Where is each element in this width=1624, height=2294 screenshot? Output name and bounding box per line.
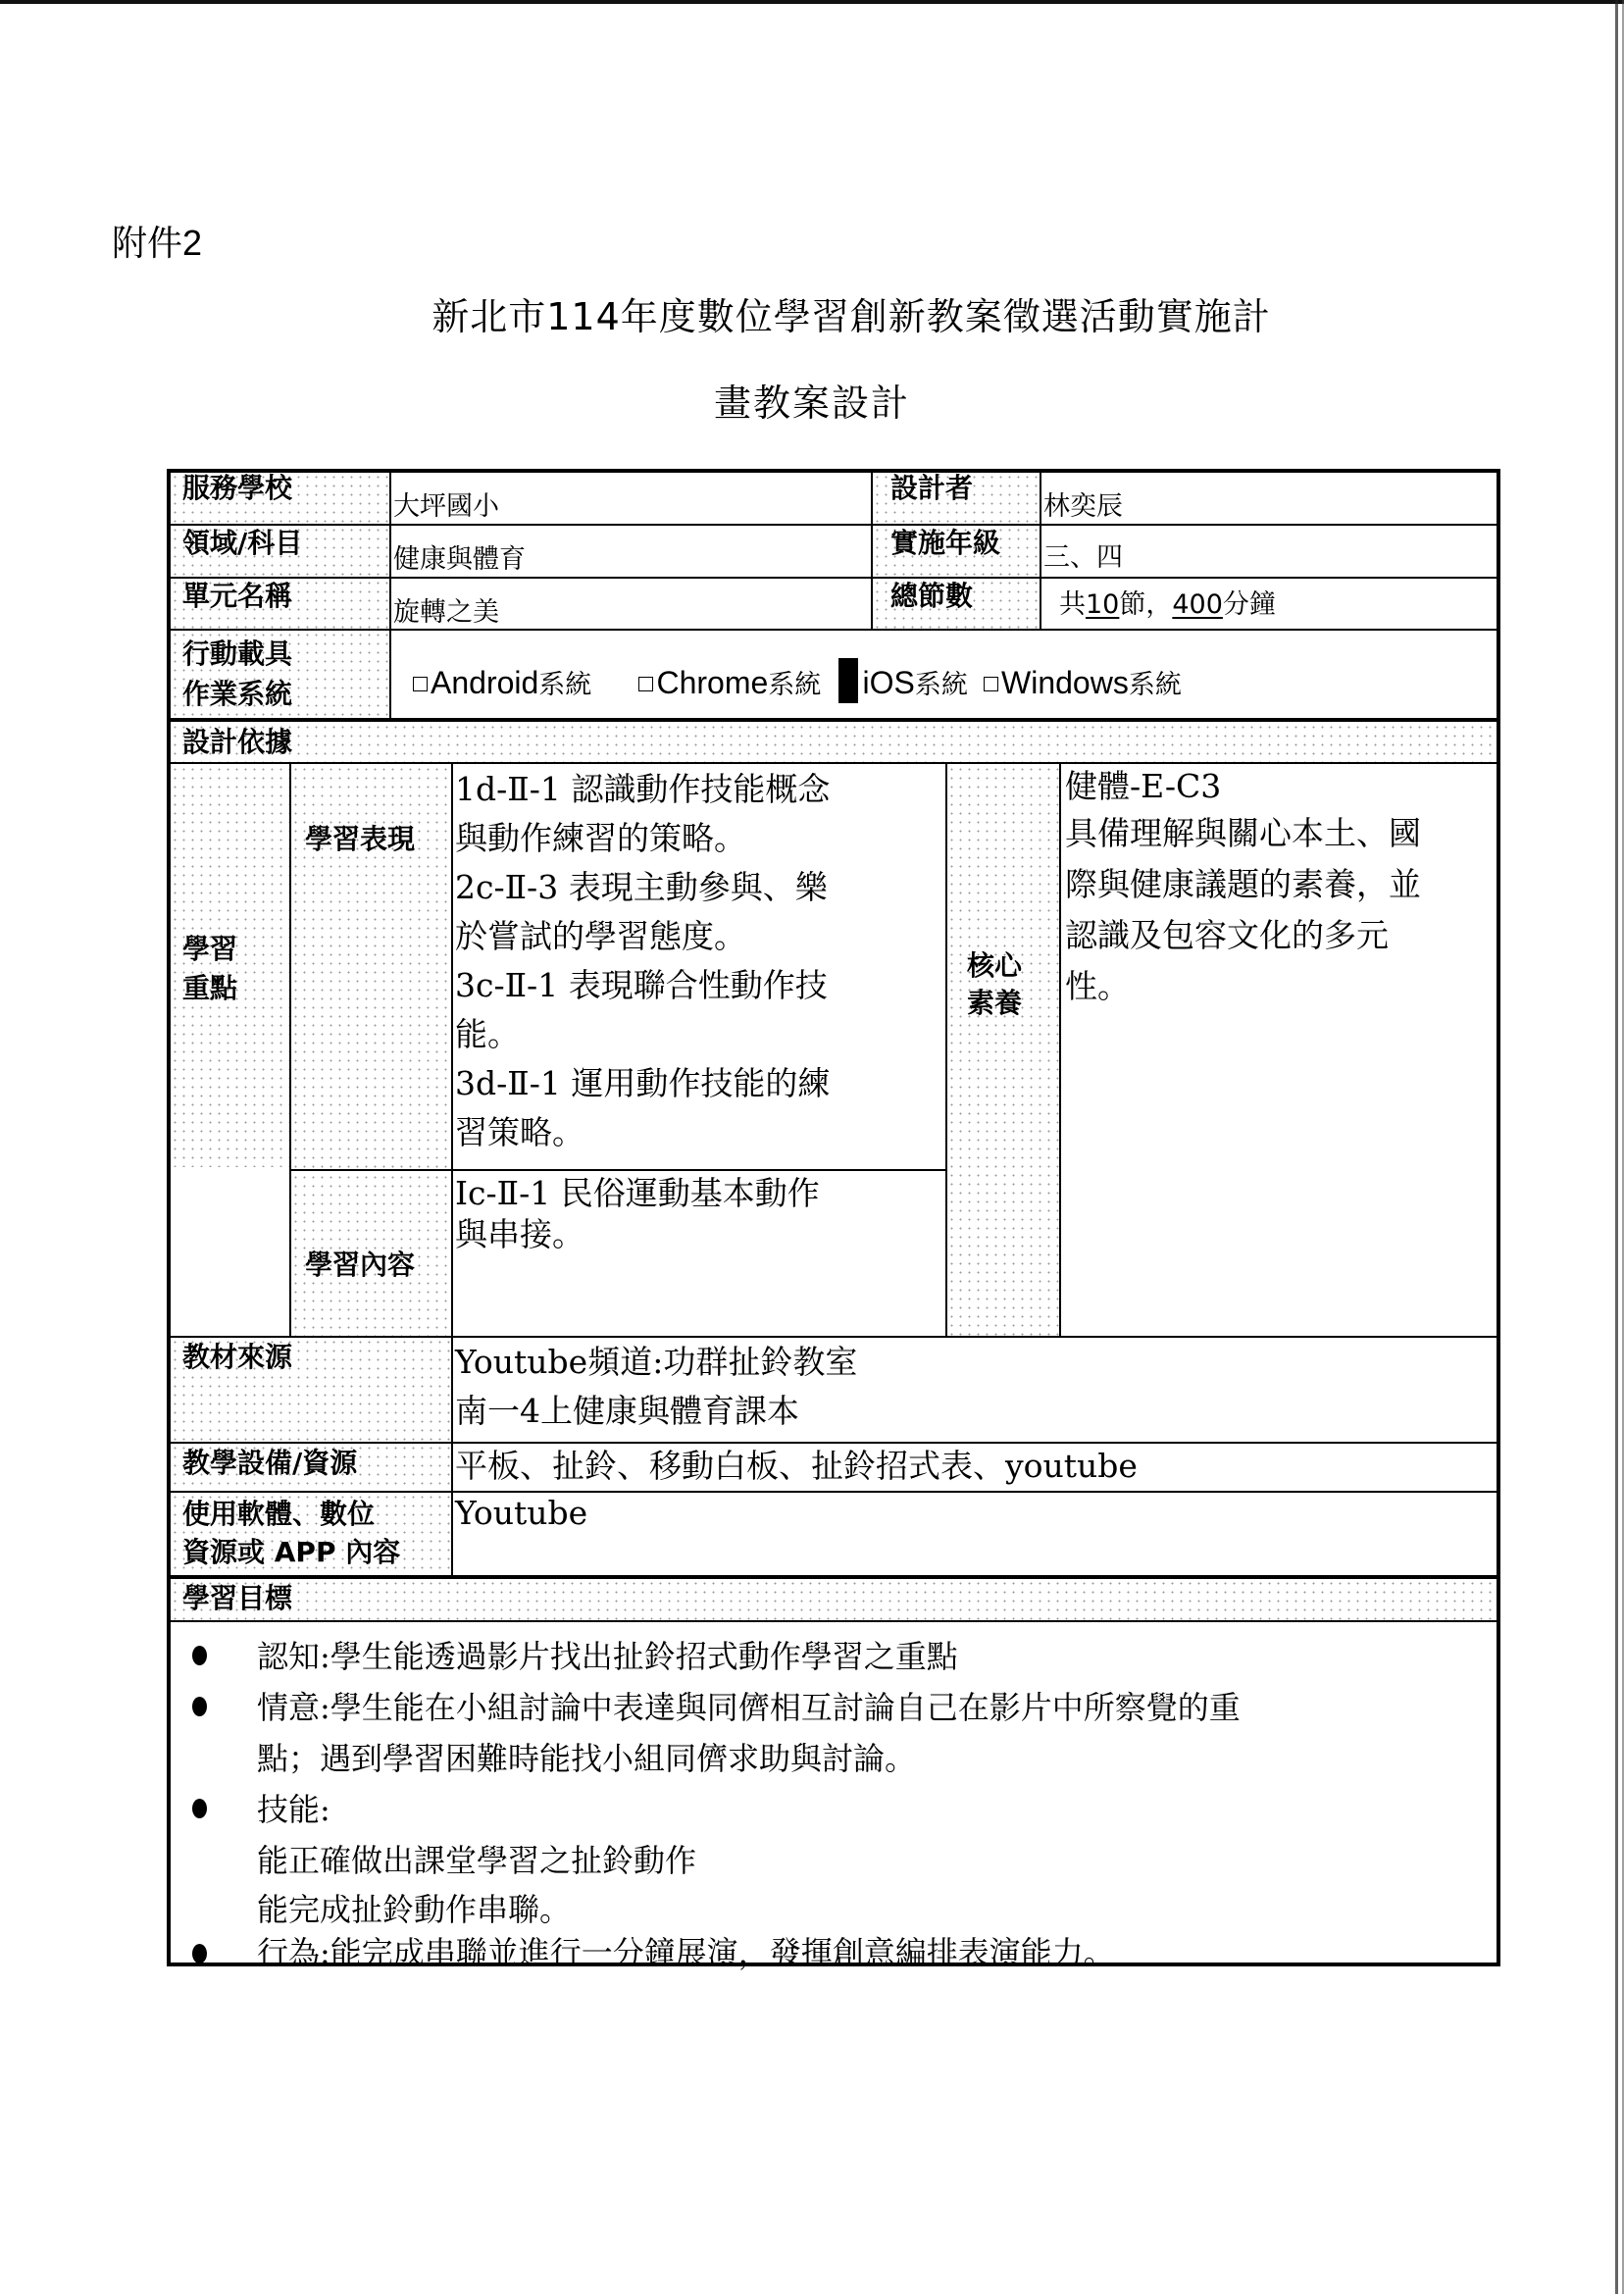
core-line: 認識及包容文化的多元 [1065, 916, 1389, 954]
checkbox-unchecked-icon[interactable] [638, 677, 653, 691]
unit-value: 旋轉之美 [393, 597, 499, 628]
grid-line [171, 629, 1497, 631]
periods-minutes: 400 [1172, 589, 1223, 620]
school-value: 大坪國小 [393, 491, 499, 522]
objective-item-continued: 點；遇到學習困難時能找小組同儕求助與討論。 [257, 1740, 917, 1777]
bullet-icon [192, 1646, 207, 1665]
periods-prefix: 共 [1059, 589, 1086, 620]
periods-suffix: 分鐘 [1222, 589, 1276, 620]
grid-line [1059, 762, 1061, 1336]
core-label-line2: 素養 [967, 987, 1023, 1019]
core-label-cell [947, 765, 1059, 1336]
os-option-windows[interactable]: Windows系統 [984, 665, 1182, 700]
grid-line [171, 1575, 1497, 1579]
content-line: Ic-Ⅱ-1 民俗運動基本動作 [455, 1174, 820, 1212]
objectives-list [171, 1624, 1497, 1971]
performance-line: 2c-Ⅱ-3 表現主動參與、樂 [455, 868, 828, 906]
performance-line: 能。 [455, 1015, 520, 1053]
performance-label-cell [291, 765, 451, 1171]
grade-label: 實施年級 [890, 527, 1001, 559]
grid-line [171, 1336, 1497, 1338]
objectives-label: 學習目標 [182, 1582, 293, 1614]
checkbox-checked-icon[interactable] [838, 658, 858, 703]
performance-line: 3d-Ⅱ-1 運用動作技能的練 [455, 1064, 831, 1102]
content-line: 與串接。 [455, 1215, 584, 1253]
content-label-cell [291, 1173, 451, 1336]
designer-value-cell [1041, 473, 1493, 524]
objective-item: 認知:學生能透過影片找出扯鈴招式動作學習之重點 [257, 1638, 958, 1675]
grid-line [171, 718, 1497, 722]
objective-item: 行為:能完成串聯並進行一分鐘展演，發揮創意編排表演能力。 [257, 1934, 1115, 1971]
objective-item: 情意:學生能在小組討論中表達與同儕相互討論自己在影片中所察覺的重 [257, 1689, 1241, 1726]
os-option-ios[interactable]: iOS系統 [838, 665, 967, 700]
equipment-label: 教學設備/資源 [182, 1447, 358, 1479]
bullet-icon [192, 1944, 207, 1963]
objective-subitem: 能正確做出課堂學習之扯鈴動作 [257, 1842, 697, 1879]
device-os-options [391, 631, 1493, 718]
software-label-line2: 資源或 APP 內容 [182, 1536, 401, 1568]
grid-line [171, 762, 1497, 764]
grid-line [171, 1442, 1497, 1444]
document-title: 新北市114年度數位學習創新教案徵選活動實施計 [431, 295, 1271, 338]
software-value: Youtube [455, 1494, 588, 1532]
subject-value: 健康與體育 [393, 544, 526, 575]
materials-label-cell [171, 1338, 451, 1442]
document-subtitle: 畫教案設計 [713, 382, 910, 425]
grade-value: 三、四 [1043, 542, 1123, 573]
device-os-label-cell [171, 631, 389, 718]
grid-line [871, 473, 873, 629]
software-value-cell [453, 1493, 1497, 1575]
grid-line [289, 762, 291, 1336]
materials-line: Youtube頻道:功群扯鈴教室 [455, 1343, 858, 1381]
designer-value: 林奕辰 [1043, 491, 1123, 522]
performance-line: 1d-Ⅱ-1 認識動作技能概念 [455, 770, 831, 808]
performance-label: 學習表現 [305, 823, 416, 855]
unit-label: 單元名稱 [182, 580, 293, 612]
key-points-label-line1: 學習 [182, 933, 238, 965]
objectives-header [171, 1579, 1497, 1620]
periods-label-cell [873, 579, 1040, 629]
periods-mid: 節， [1119, 589, 1173, 620]
grid-line [171, 524, 1497, 526]
design-basis-header [171, 723, 1497, 762]
materials-line: 南一4上健康與體育課本 [455, 1392, 799, 1430]
grid-line [389, 473, 391, 718]
os-option-android[interactable]: Android系統 [413, 665, 591, 700]
device-os-label-line2: 作業系統 [182, 678, 293, 710]
bullet-icon [192, 1799, 207, 1818]
unit-value-cell [391, 579, 872, 629]
grid-line [171, 1620, 1497, 1622]
subject-label-cell [171, 526, 389, 577]
materials-value [453, 1338, 1497, 1442]
grade-label-cell [873, 526, 1040, 577]
equipment-value-cell [453, 1444, 1497, 1491]
unit-label-cell [171, 579, 389, 629]
periods-label: 總節數 [890, 580, 974, 612]
grid-line [1040, 473, 1041, 629]
core-content [1061, 765, 1497, 1336]
design-basis-label: 設計依據 [182, 726, 293, 758]
bullet-icon [192, 1697, 207, 1716]
core-code: 健體-E-C3 [1065, 767, 1222, 805]
annex-label: 附件2 [112, 223, 203, 263]
core-line: 具備理解與關心本土、國 [1065, 814, 1421, 852]
school-label-cell [171, 473, 389, 524]
school-label: 服務學校 [182, 472, 293, 504]
core-line: 性。 [1065, 967, 1130, 1005]
equipment-label-cell [171, 1444, 451, 1491]
designer-label-cell [873, 473, 1040, 524]
software-label-line1: 使用軟體、數位 [182, 1498, 376, 1530]
materials-label: 教材來源 [182, 1341, 293, 1373]
device-os-label-line1: 行動載具 [182, 637, 293, 670]
scan-right-edge [1615, 0, 1618, 2294]
school-value-cell [391, 473, 872, 524]
grid-line [171, 577, 1497, 579]
content-lines [453, 1173, 945, 1336]
performance-line: 習策略。 [455, 1113, 584, 1151]
core-label-line1: 核心 [967, 949, 1023, 982]
core-line: 際與健康議題的素養，並 [1065, 865, 1421, 903]
equipment-value: 平板、扯鈴、移動白板、扯鈴招式表、youtube [455, 1447, 1138, 1485]
performance-line: 於嘗試的學習態度。 [455, 917, 746, 955]
performance-line: 與動作練習的策略。 [455, 819, 746, 857]
objective-item: 技能: [257, 1791, 330, 1828]
checkbox-unchecked-icon[interactable] [984, 677, 998, 691]
grid-line [289, 1169, 947, 1171]
grid-line [945, 762, 947, 1336]
scan-top-edge [0, 0, 1624, 4]
lesson-plan-table [167, 469, 1500, 1971]
grid-line [171, 1491, 1497, 1493]
periods-value-cell [1041, 579, 1493, 629]
os-option-chrome[interactable]: Chrome系統 [638, 665, 821, 700]
designer-label: 設計者 [890, 472, 974, 504]
objective-subitem: 能完成扯鈴動作串聯。 [257, 1891, 572, 1928]
performance-line: 3c-Ⅱ-1 表現聯合性動作技 [455, 966, 828, 1004]
grade-value-cell [1041, 526, 1493, 577]
key-points-label-cell [171, 765, 289, 1167]
key-points-label-line2: 重點 [182, 972, 238, 1004]
periods-count: 10 [1086, 589, 1120, 620]
subject-label: 領域/科目 [182, 527, 303, 559]
software-label-cell [171, 1493, 451, 1575]
checkbox-unchecked-icon[interactable] [413, 677, 428, 691]
grid-line [451, 762, 453, 1575]
content-label: 學習內容 [305, 1249, 416, 1281]
subject-value-cell [391, 526, 872, 577]
performance-content [453, 765, 945, 1171]
